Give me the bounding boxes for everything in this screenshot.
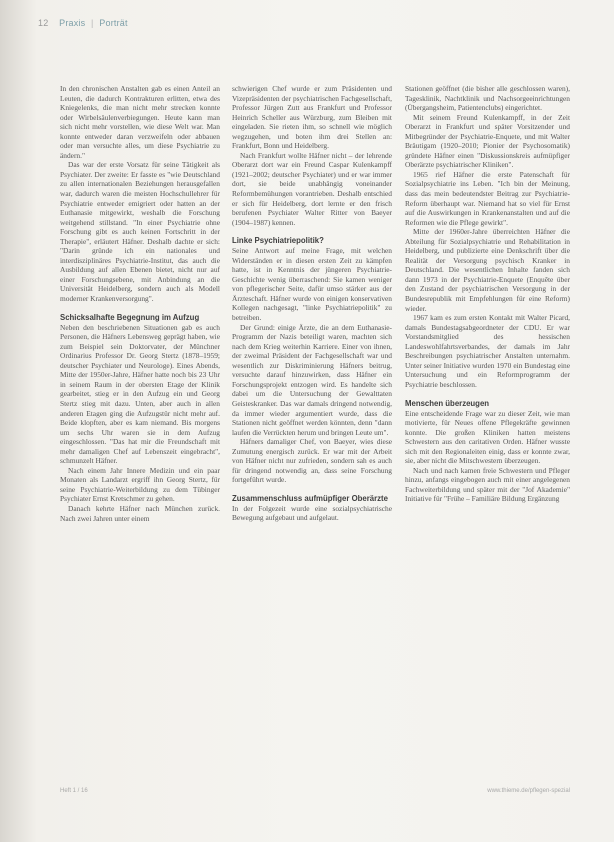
- paragraph: Der Grund: einige Ärzte, die an dem Euthanasie-Programm der Nazis beteiligt waren, machten sich nach dem Krieg weiterhin Karriere. Einer von ihnen, der zweimal Präsident der Fachgesellschaft war und wesentlich zur Diskriminierung Häfners beitrug, versuchte darauf hinzuwirken, dass Häfner ein Forschungsprojekt entzogen wird. Es handelte sich dabei um die Untersuchung der Gewalttaten Geisteskranker. Das war damals dringend notwendig, da immer wieder argumentiert wurde, dass die Stationen nicht geöffnet werden könnten, denn "dann laufen die Verrückten herum und bringen Leute um".: [232, 322, 392, 437]
- page-header: [38, 18, 128, 32]
- paragraph: schwierigen Chef wurde er zum Präsidenten und Vizepräsidenten der psychiatrischen Fachgesellschaft, Professor Jürgen Zutt aus Frankfurt und Professor Heinrich Scheller aus Würzburg, zum Bleiben mit eingeladen. Sie rieten ihm, so schnell wie möglich wegzugehen, und boten ihm drei Stellen an: Frankfurt, Bonn und Heidelberg.: [232, 84, 392, 151]
- text-column-3: [405, 84, 570, 504]
- paragraph: 1967 kam es zum ersten Kontakt mit Walter Picard, damals Bundestagsabgeordneter der CDU. Er war Vorstandsmitglied des hessischen Landeswohlfahrtsverbandes, der damals im Jahr Beschreibungen psychiatrischer Anstalten unternahm. Unter seiner Initiative wurden 1970 ein Bundestag eine Untersuchung und ein Reformprogramm der Psychiatrie beschlossen.: [405, 313, 570, 389]
- paragraph: Nach einem Jahr Innere Medizin und ein paar Monaten als Landarzt ergriff ihn Georg Stertz, für seine Psychiatrie-Weiterbildung zu dem Tübinger Psychiater Ernst Kretschmer zu gehen.: [60, 465, 220, 504]
- paragraph: Seine Antwort auf meine Frage, mit welchen Widerständen er in diesen ersten Zeit zu kämpfen hatte, ist in Kenntnis der jüngeren Psychiatrie-Geschichte wenig überraschend: Sie kamen weniger von pflegerischer Seite, dafür umso stärker aus der Ärzteschaft. Häfner wurde von einigen konservativen Kollegen nachgesagt, "linke Psychiatriepolitik" zu betreiben.: [232, 246, 392, 323]
- text-column-1: [60, 84, 220, 523]
- paragraph: Danach kehrte Häfner nach München zurück. Nach zwei Jahren unter einem: [60, 503, 220, 523]
- footer-issue: Heft 1 / 16: [60, 788, 88, 794]
- header-separator: |: [91, 18, 94, 28]
- subheading: Linke Psychiatriepolitik?: [232, 236, 324, 246]
- paragraph: In der Folgezeit wurde eine sozialpsychiatrische Bewegung aufgebaut und aufgelaut.: [232, 503, 392, 523]
- section-label: Praxis: [59, 18, 86, 28]
- footer-url: www.thieme.de/pflegen-spezial: [487, 788, 570, 794]
- text-column-2: [232, 84, 392, 523]
- paragraph: Neben den beschriebenen Situationen gab es auch Personen, die Häfners Lebensweg geprägt haben, wie zum Beispiel sein Doktorvater, der Münchner Ordinarius Professor Dr. Georg Stertz (1878–1959; deutscher Psychiater und Neurologe). Eines Abends, Mitte der 1950er-Jahre, Häfner hatte noch bis 23 Uhr in seinem Raum in der obersten Etage der Klinik gearbeitet, stieg er in den Aufzug ein und Georg Stertz stieg mit dazu. Unten, aber auch in allen anderen Etagen ging die Aufzugstür nicht mehr auf. Beide klopften, aber es kam niemand. Bis morgens um sechs Uhr waren sie in dem Aufzug eingeschlossen. "Das hat mir die Freundschaft mit mehr damaligen Chef auf Lebenszeit eingebracht", schmunzelt Häfner.: [60, 322, 220, 466]
- page-footer: [60, 788, 570, 794]
- paragraph: Nach und nach kamen freie Schwestern und Pfleger hinzu, anfangs eingebogen auch mit einer angelegenen Fachweiterbildung und später mit der "Jof Akademie" Initiative für "Frühe – Familiäre Bildung Ergänzung: [405, 465, 570, 504]
- subheading: Zusammenschluss aufmüpfiger Oberärzte: [232, 493, 388, 503]
- paragraph: Häfners damaliger Chef, von Baeyer, wies diese Zumutung energisch zurück. Er war mit der Arbeit von Häfner nicht nur zufrieden, sondern sah es auch für dringend notwendig an, dass seine Forschung fortgeführt wurde.: [232, 437, 392, 485]
- paragraph: Mit seinem Freund Kulenkampff, in der Zeit Oberarzt in Frankfurt und später Vorsitzender und Mitbegründer der Psychiatrie-Enquete, und mit Walter Bräutigam (1920–2010; Pionier der Psychosomatik) gründete Häfner einen "Diskussionskreis aufmüpfiger Oberärzte psychiatrischer Kliniken".: [405, 112, 570, 170]
- paragraph: In den chronischen Anstalten gab es einen Anteil an Leuten, die dadurch Kontrakturen erlitten, etwa des Kniegelenks, die man nicht mehr strecken konnte oder Wirbelsäulenverbiegungen. Heute kann man sich nicht mehr vorstellen, wie diese Welt war. Man konnte entweder daran verzweifeln oder abbauen oder man versuchte alles, um diese Psychiatrie zu ändern.": [60, 84, 220, 160]
- paragraph: Mitte der 1960er-Jahre überreichten Häfner die Abteilung für Sozialpsychiatrie und Rehabilitation in Heidelberg, und publizierte eine Denkschrift über die Realität der Versorgung psychisch Kranker in Deutschland. Die wesentlichen Inhalte fanden sich dann 1973 in der Psychiatrie-Enquete (Enquête über den Zustand der psychiatrischen Versorgung in der Bundesrepublik mit Empfehlungen für eine Reform) wieder.: [405, 227, 570, 313]
- paragraph: Stationen geöffnet (die bisher alle geschlossen waren), Tagesklinik, Nachtklinik und Nachsorgeeinrichtungen (Übergangsheim, Patientenclubs) eingerichtet.: [405, 84, 570, 113]
- paragraph: 1965 rief Häfner die erste Patenschaft für Sozialpsychiatrie ins Leben. "Ich bin der Meinung, dass das mein bedeutendster Beitrag zur Psychiatrie-Reform überhaupt war. Niemand hat so viel für Ernst auf die Auswirkungen in Krankenanstalten und auf die Reformen wie die Pflege gewirkt".: [405, 169, 570, 227]
- paragraph: Nach Frankfurt wollte Häfner nicht – der lehrende Oberarzt dort war ein Freund Caspar Kulenkampff (1921–2002; deutscher Psychiater) und er war immer dort, sie beide unabhängig voneinander Reformbemühungen vorantrieben. Deshalb entschied er sich für Heidelberg, dort lernte er den frisch berufenen Psychiater Walter Ritter von Baeyer (1904–1987) kennen.: [232, 150, 392, 227]
- page-number: 12: [38, 18, 49, 28]
- subheading: Menschen überzeugen: [405, 398, 490, 408]
- paragraph: Eine entscheidende Frage war zu dieser Zeit, wie man motivierte, für Neues offene Pflegekräfte gewinnen konnte. Die großen Kliniken hatten meistens Schwestern aus den caritativen Orden. Häfner wusste sich mit den Regionaleiten einig, dass er konnte zwar, sie, aber nicht die Mitschwestern überzeugen.: [405, 408, 570, 466]
- subheading: Schicksalhafte Begegnung im Aufzug: [60, 312, 200, 322]
- category-label: Porträt: [99, 18, 128, 28]
- paragraph: Das war der erste Vorsatz für seine Tätigkeit als Psychiater. Der zweite: Er fasste es "wie Deutschland zu allen internationalen Beziehungen herausgefallen war, dadurch waren die meisten Hochschullehrer für Psychiatrie entweder emigriert oder hatten an der Euthanasie mitgewirkt, weshalb die Forschung weitgehend stillstand. "In einer Psychiatrie ohne Forschung gibt es auch keinen Fortschritt in der Therapie", erläutert Häfner. Deshalb dachte er sich: "Darin gründe ich ein nationales und interdisziplinäres Psychiatrie-Institut, das auch die Ausbildung auf allen Ebenen bietet, nicht nur auf einer Forschungsebene, mit Anbindung an die Universität Heidelberg, sondern auch als Modell moderner Krankenversorgung".: [60, 160, 220, 304]
